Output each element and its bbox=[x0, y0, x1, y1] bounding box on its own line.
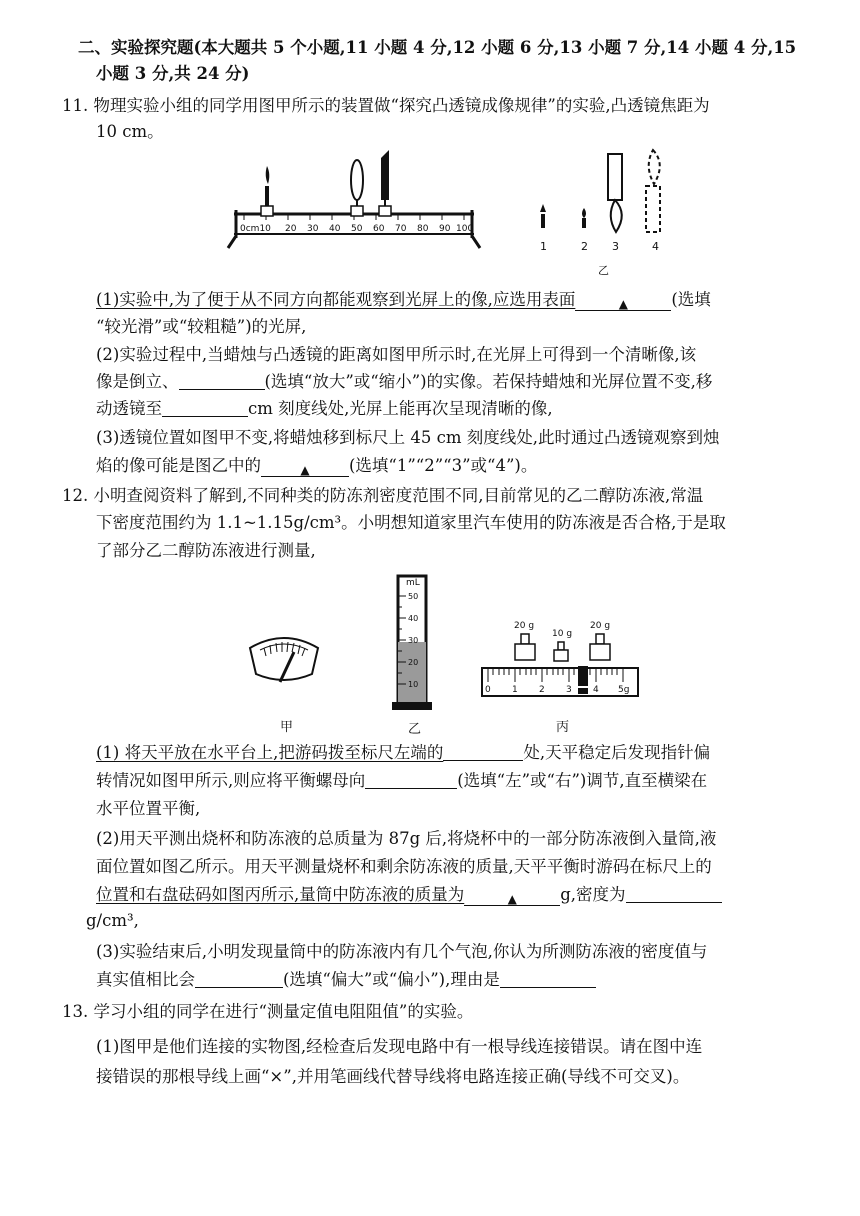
q12-answer-blank-1[interactable] bbox=[443, 742, 523, 761]
optical-bench-figure bbox=[224, 140, 486, 252]
ruler-label: 80 bbox=[417, 224, 429, 234]
q11-part2-text2: 动透镜至 bbox=[96, 399, 162, 418]
q11-stem-cont: 10 cm。 bbox=[96, 122, 164, 141]
figure-caption-yi: 乙 bbox=[408, 722, 422, 737]
q11-part2-cont2 bbox=[96, 398, 553, 420]
q12-stem: 12. 小明查阅资料了解到,不同种类的防冻剂密度范围不同,目前常见的乙二醇防冻液,常温 bbox=[62, 486, 704, 505]
image-label-2: 2 bbox=[581, 240, 588, 253]
q11-part3: (3)透镜位置如图甲不变,将蜡烛移到标尺上 45 cm 刻度线处,此时通过凸透镜观察到烛 bbox=[96, 428, 720, 447]
cylinder-tick: 40 bbox=[408, 614, 419, 623]
q11-part2-cont bbox=[96, 371, 712, 393]
section-title: 二、实验探究题(本大题共 5 个小题,11 小题 4 分,12 小题 6 分,13 小题 7 分,14 小题 4 分,15 bbox=[78, 38, 797, 57]
ruler-label: 90 bbox=[439, 224, 451, 234]
q11-part2-text3: cm 刻度线处,光屏上能再次呈现清晰的像, bbox=[248, 399, 553, 418]
q12-part3-choice: (选填“偏大”或“偏小”),理由是 bbox=[283, 970, 500, 989]
weight-label: 10 g bbox=[552, 629, 573, 639]
figure-caption-bing: 丙 bbox=[556, 720, 570, 735]
q12-stem-cont: 下密度范围约为 1.1~1.15g/cm³。小明想知道家里汽车使用的防冻液是否合格,于是取 bbox=[96, 513, 726, 532]
q12-answer-blank-5[interactable] bbox=[195, 969, 283, 988]
q11-part3-cont bbox=[96, 455, 537, 477]
scale-tick: 2 bbox=[539, 685, 545, 695]
q11-part1-text: (1)实验中,为了便于从不同方向都能观察到光屏上的像,应选用表面 bbox=[96, 290, 576, 309]
q11-answer-blank-2[interactable] bbox=[179, 371, 265, 390]
q12-part1-text3: 转情况如图甲所示,则应将平衡螺母向 bbox=[96, 771, 366, 790]
q12-part1-cont2: 水平位置平衡, bbox=[96, 799, 201, 818]
q11-stem: 11. 物理实验小组的同学用图甲所示的装置做“探究凸透镜成像规律”的实验,凸透镜焦距为 bbox=[62, 96, 710, 115]
q11-answer-blank-4[interactable] bbox=[261, 458, 349, 477]
scale-tick: 4 bbox=[593, 685, 599, 695]
q12-part2-cont2 bbox=[96, 884, 722, 906]
q12-part2-unit: g/cm³, bbox=[86, 911, 139, 930]
q12-part1-text: (1) 将天平放在水平台上,把游码拨至标尺左端的 bbox=[96, 743, 444, 762]
scale-tick: 3 bbox=[566, 685, 572, 695]
q12-answer-blank-6[interactable] bbox=[500, 969, 596, 988]
cylinder-tick: 20 bbox=[408, 658, 419, 667]
q12-part2: (2)用天平测出烧杯和防冻液的总质量为 87g 后,将烧杯中的一部分防冻液倒入量筒,液 bbox=[96, 829, 717, 848]
q12-answer-blank-4[interactable] bbox=[626, 884, 722, 903]
q12-part3-text: 真实值相比会 bbox=[96, 970, 195, 989]
ruler-label: 0cm10 bbox=[240, 224, 271, 234]
answer-mark-triangle: ▲ bbox=[507, 892, 517, 906]
q13-part1-cont: 接错误的那根导线上画“×”,并用笔画线代替导线将电路连接正确(导线不可交叉)。 bbox=[96, 1067, 690, 1086]
q12-part1-text2: 处,天平稳定后发现指针偏 bbox=[523, 743, 711, 762]
measuring-cylinder-figure bbox=[388, 568, 438, 716]
q11-answer-blank-3[interactable] bbox=[162, 398, 248, 417]
q12-answer-blank-2[interactable] bbox=[365, 770, 457, 789]
q13-part1: (1)图甲是他们连接的实物图,经检查后发现电路中有一根导线连接错误。请在图中连 bbox=[96, 1037, 703, 1056]
scale-tick: 5g bbox=[618, 685, 630, 695]
ruler-label: 60 bbox=[373, 224, 385, 234]
q11-part2-text: 像是倒立、 bbox=[96, 372, 179, 391]
answer-mark-triangle: ▲ bbox=[618, 297, 628, 311]
ruler-label: 20 bbox=[285, 224, 297, 234]
q12-part2-text2: g,密度为 bbox=[560, 885, 626, 904]
q12-part1-choice: (选填“左”或“右”)调节,直至横梁在 bbox=[457, 771, 708, 790]
q12-part2-cont: 面位置如图乙所示。用天平测量烧杯和剩余防冻液的质量,天平平衡时游码在标尺上的 bbox=[96, 857, 712, 876]
q11-part1-choice: (选填 bbox=[671, 290, 711, 309]
scale-tick: 1 bbox=[512, 685, 518, 695]
ruler-label: 50 bbox=[351, 224, 363, 234]
q12-part1-cont bbox=[96, 770, 707, 792]
q11-part2: (2)实验过程中,当蜡烛与凸透镜的距离如图甲所示时,在光屏上可得到一个清晰像,该 bbox=[96, 345, 697, 364]
q11-part2-choice: (选填“放大”或“缩小”)的实像。若保持蜡烛和光屏位置不变,移 bbox=[264, 372, 713, 391]
cylinder-tick: 10 bbox=[408, 680, 419, 689]
cylinder-tick: 50 bbox=[408, 592, 419, 601]
cylinder-unit: mL bbox=[406, 578, 420, 588]
ruler-label: 30 bbox=[307, 224, 319, 234]
q11-answer-blank-1[interactable] bbox=[575, 292, 671, 311]
ruler-label: 40 bbox=[329, 224, 341, 234]
weight-label: 20 g bbox=[590, 621, 611, 631]
q12-stem-cont2: 了部分乙二醇防冻液进行测量, bbox=[96, 541, 316, 560]
q12-part3-cont bbox=[96, 969, 596, 991]
section-title-cont: 小题 3 分,共 24 分) bbox=[96, 64, 250, 83]
q11-part3-text: 焰的像可能是图乙中的 bbox=[96, 456, 261, 475]
image-label-4: 4 bbox=[652, 240, 659, 253]
candle-images-figure bbox=[532, 140, 672, 280]
image-label-3: 3 bbox=[612, 240, 619, 253]
weight-label: 20 g bbox=[514, 621, 535, 631]
cylinder-tick: 30 bbox=[408, 636, 419, 645]
q12-part3: (3)实验结束后,小明发现量筒中的防冻液内有几个气泡,你认为所测防冻液的密度值与 bbox=[96, 942, 708, 961]
answer-mark-triangle: ▲ bbox=[300, 463, 310, 477]
q11-part1-cont: “较光滑”或“较粗糙”)的光屏, bbox=[96, 317, 307, 336]
ruler-label: 70 bbox=[395, 224, 407, 234]
image-label-1: 1 bbox=[540, 240, 547, 253]
q13-stem: 13. 学习小组的同学在进行“测量定值电阻阻值”的实验。 bbox=[62, 1002, 474, 1021]
weights-and-scale-figure bbox=[478, 614, 642, 700]
scale-tick: 0 bbox=[485, 685, 491, 695]
q11-part3-choice: (选填“1”“2”“3”或“4”)。 bbox=[349, 456, 538, 475]
q12-part1 bbox=[96, 742, 710, 764]
figure-caption: 乙 bbox=[598, 264, 609, 277]
ruler-label: 100 bbox=[456, 224, 474, 234]
figure-caption-jia: 甲 bbox=[280, 720, 294, 735]
balance-pointer-figure bbox=[244, 630, 324, 690]
q11-part1 bbox=[96, 289, 711, 311]
q12-answer-blank-3[interactable] bbox=[464, 887, 560, 906]
q12-part2-text: 位置和右盘砝码如图丙所示,量筒中防冻液的质量为 bbox=[96, 885, 465, 904]
